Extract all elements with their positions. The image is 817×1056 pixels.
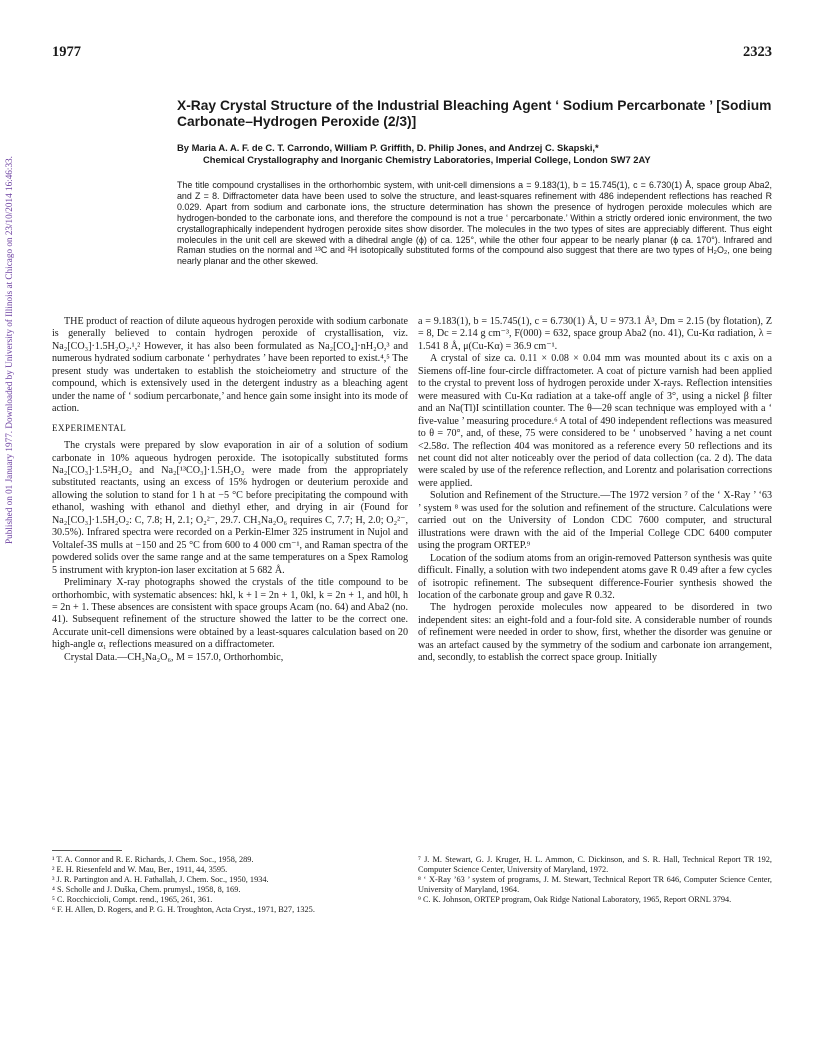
footnotes-right	[418, 855, 772, 905]
intro-paragraph: THE product of reaction of dilute aqueous hydrogen peroxide with sodium carbonate is generally believed to contain hydrogen peroxide of crystallisation, viz. Na₂[CO₃]·1.5H₂O₂.¹,² However, it has also been formulated as Na₂[CO₄]·nH₂O,³ and numerous hydrated sodium carbonate ‘ perhydrates ’ have been reported to exist.⁴,⁵ The present study was undertaken to establish the stoicheiometry and structure of the compound, which is extensively used in the detergent industry as a bleaching agent under the name of ‘ sodium percarbonate,’ and hence gain some insight into its mode of action.	[52, 316, 408, 415]
footnote: ⁴ S. Scholle and J. Duška, Chem. prumysl., 1958, 8, 169.	[52, 885, 241, 894]
section-heading-experimental: EXPERIMENTAL	[52, 422, 127, 433]
footnote: ⁸ ‘ X-Ray ’63 ’ system of programs, J. M. Stewart, Technical Report TR 646, Computer Science Center, University of Maryland, 1964.	[418, 875, 772, 894]
body-paragraph: A crystal of size ca. 0.11 × 0.08 × 0.04 mm was mounted about its c axis on a Siemens off-line four-circle diffractometer. A coat of picture varnish had been applied to the crystal to prevent loss of hydrogen peroxide under X-rays. Reflection intensities were measured with Cu-Kα radiation at a take-off angle of 3°, using a nickel β filter and an Na(Tl)I scintillation counter. The θ—2θ scan technique was employed with a ‘ five-value ’ measuring procedure.⁶ A total of 490 independent reflections was measured to θ = 70°, and, of these, 75 were considered to be ‘ unobserved ’ having a net count <2.58σ. The reflection 404 was monitored as a reference every 50 reflections and its net count did not alter noticeably over the period of data collection (ca. 2 d). The data were scaled by use of the reference reflection, and Lorentz and polarisation corrections were applied.	[418, 353, 772, 489]
body-paragraph: The hydrogen peroxide molecules now appeared to be disordered in two independent sites: an eight-fold and a four-fold site. A considerable number of rounds of refinement were needed in order to show, first, whether the disorder was genuine or was an artefact caused by the symmetry of the sodium and carbonate ion arrangement, and, secondly, to establish the correct space group. Initially	[418, 602, 772, 664]
footnotes-left	[52, 855, 408, 915]
footnote: ⁹ C. K. Johnson, ORTEP program, Oak Ridge National Laboratory, 1965, Report ORNL 3794.	[418, 895, 732, 904]
body-paragraph: Preliminary X-ray photographs showed the crystals of the title compound to be orthorhombic, with systematic absences: hkl, k + l = 2n + 1, 0kl, k = 2n + 1, and h0l, h = 2n + 1. These absences are consistent with space groups Acam (no. 64) and Aba2 (no. 41). Subsequent refinement of the structure showed the latter to be the correct one. Accurate unit-cell dimensions were obtained by a least-squares calculation based on 20 high-angle α₁ reflections measured on a diffractometer.	[52, 577, 408, 651]
author-list: By Maria A. A. F. de C. T. Carrondo, William P. Griffith, D. Philip Jones, and Andrzej C. Skapski,*	[177, 142, 599, 153]
download-watermark-text: Published on 01 January 1977. Downloaded by University of Illinois at Chicago on 23/10/2014 16:46:33.	[4, 156, 14, 544]
footnote: ⁶ F. H. Allen, D. Rogers, and P. G. H. Troughton, Acta Cryst., 1971, B27, 1325.	[52, 905, 315, 914]
body-paragraph: Crystal Data.—CH₃Na₂O₆, M = 157.0, Orthorhombic,	[64, 651, 284, 663]
footnote-divider	[52, 850, 122, 851]
body-paragraph: The crystals were prepared by slow evaporation in air of a solution of sodium carbonate in 10% aqueous hydrogen peroxide. The isotopically substituted forms Na₂[CO₃]·1.5²H₂O₂ and Na₂[¹³CO₃]·1.5H₂O₂ were made from the appropriately substituted reactants, using an excess of 15% hydrogen or deuterium peroxide and allowing the solution to stand for 1 h at −5 °C before precipitating the compound with ethanol, washing with ethanol and diethyl ether, and drying in air (Found for Na₂[CO₃]·1.5H₂O₂: C, 7.8; H, 2.1; O₂²⁻, 29.7. CH₃Na₂O₆ requires C, 7.7; H, 2.0; O₂²⁻, 30.5%). Infrared spectra were recorded on a Perkin-Elmer 325 instrument in Nujol and Voltalef-3S mulls at −150 and 25 °C from 600 to 4 000 cm⁻¹, and Raman spectra of the powdered solids over the same range and at the same temperatures on a Spex Ramolog 5 instrument with krypton-ion laser excitation at 5 682 Å.	[52, 440, 408, 576]
footnote: ³ J. R. Partington and A. H. Fathallah, J. Chem. Soc., 1950, 1934.	[52, 875, 269, 884]
body-paragraph: Solution and Refinement of the Structure.—The 1972 version ⁷ of the ‘ X-Ray ’ ‘63 ’ system ⁸ was used for the solution and refinement of the structure. Calculations were carried out on the University of London CDC 7600 computer, and structural illustrations were drawn with the aid of the Imperial College CDC 6400 computer using the program ORTEP.⁹	[418, 490, 772, 552]
footnote: ⁵ C. Rocchiccioli, Compt. rend., 1965, 261, 361.	[52, 895, 213, 904]
footnote: ⁷ J. M. Stewart, G. J. Kruger, H. L. Ammon, C. Dickinson, and S. R. Hall, Technical Report TR 192, Computer Science Center, University of Maryland, 1972.	[418, 855, 772, 874]
footnote: ¹ T. A. Connor and R. E. Richards, J. Chem. Soc., 1958, 289.	[52, 855, 254, 864]
author-block	[177, 142, 772, 166]
download-watermark	[2, 80, 16, 620]
article-title: X-Ray Crystal Structure of the Industrial Bleaching Agent ‘ Sodium Percarbonate ’ [Sodium Carbonate–Hydrogen Peroxide (2/3)]	[177, 98, 772, 129]
abstract: The title compound crystallises in the orthorhombic system, with unit-cell dimensions a = 9.183(1), b = 15.745(1), c = 6.730(1) Å, space group Aba2, and Z = 8. Diffractometer data have been used to solve the structure, and least-squares refinement with 486 independent reflections has reached R 0.029. Apart from sodium and carbonate ions, the structure determination has shown the presence of hydrogen peroxide molecules which are hydrogen-bonded to the carbonate ions, and therefore the compound is not a true ‘ percarbonate.’ Within a strictly ordered ionic environment, the two crystallographically independent hydrogen peroxide sites show disorder. The molecules in the two types of sites are appreciably different. Thus eight molecules in the unit cell are skewed with a dihedral angle (ϕ) of ca. 125°, while the other four appear to be nearly planar (ϕ ca. 170°). Infrared and Raman studies on the normal and ¹³C and ²H isotopically substituted forms of the compound also suggest that there are two types of H₂O₂, one being nearly planar and the other skewed.	[177, 180, 772, 267]
page-number: 2323	[743, 44, 772, 60]
left-column	[52, 316, 408, 664]
footnote: ² E. H. Riesenfeld and W. Mau, Ber., 1911, 44, 3595.	[52, 865, 228, 874]
affiliation: Chemical Crystallography and Inorganic Chemistry Laboratories, Imperial College, London SW7 2AY	[203, 154, 651, 165]
right-column	[418, 316, 772, 665]
journal-year: 1977	[52, 44, 81, 60]
body-paragraph: Location of the sodium atoms from an origin-removed Patterson synthesis was quite difficult. Finally, a solution with two independent atoms gave R 0.49 after a few cycles of isotropic refinement. The subsequent difference-Fourier synthesis showed the location of the carbonate group and gave R 0.32.	[418, 552, 772, 601]
crystal-data-paragraph: a = 9.183(1), b = 15.745(1), c = 6.730(1) Å, U = 973.1 Å³, Dm = 2.15 (by flotation), Z = 8, Dc = 2.14 g cm⁻³, F(000) = 632, space group Aba2 (no. 41), Cu-Kα radiation, λ = 1.541 8 Å, μ(Cu-Kα) = 36.9 cm⁻¹.	[418, 316, 772, 352]
